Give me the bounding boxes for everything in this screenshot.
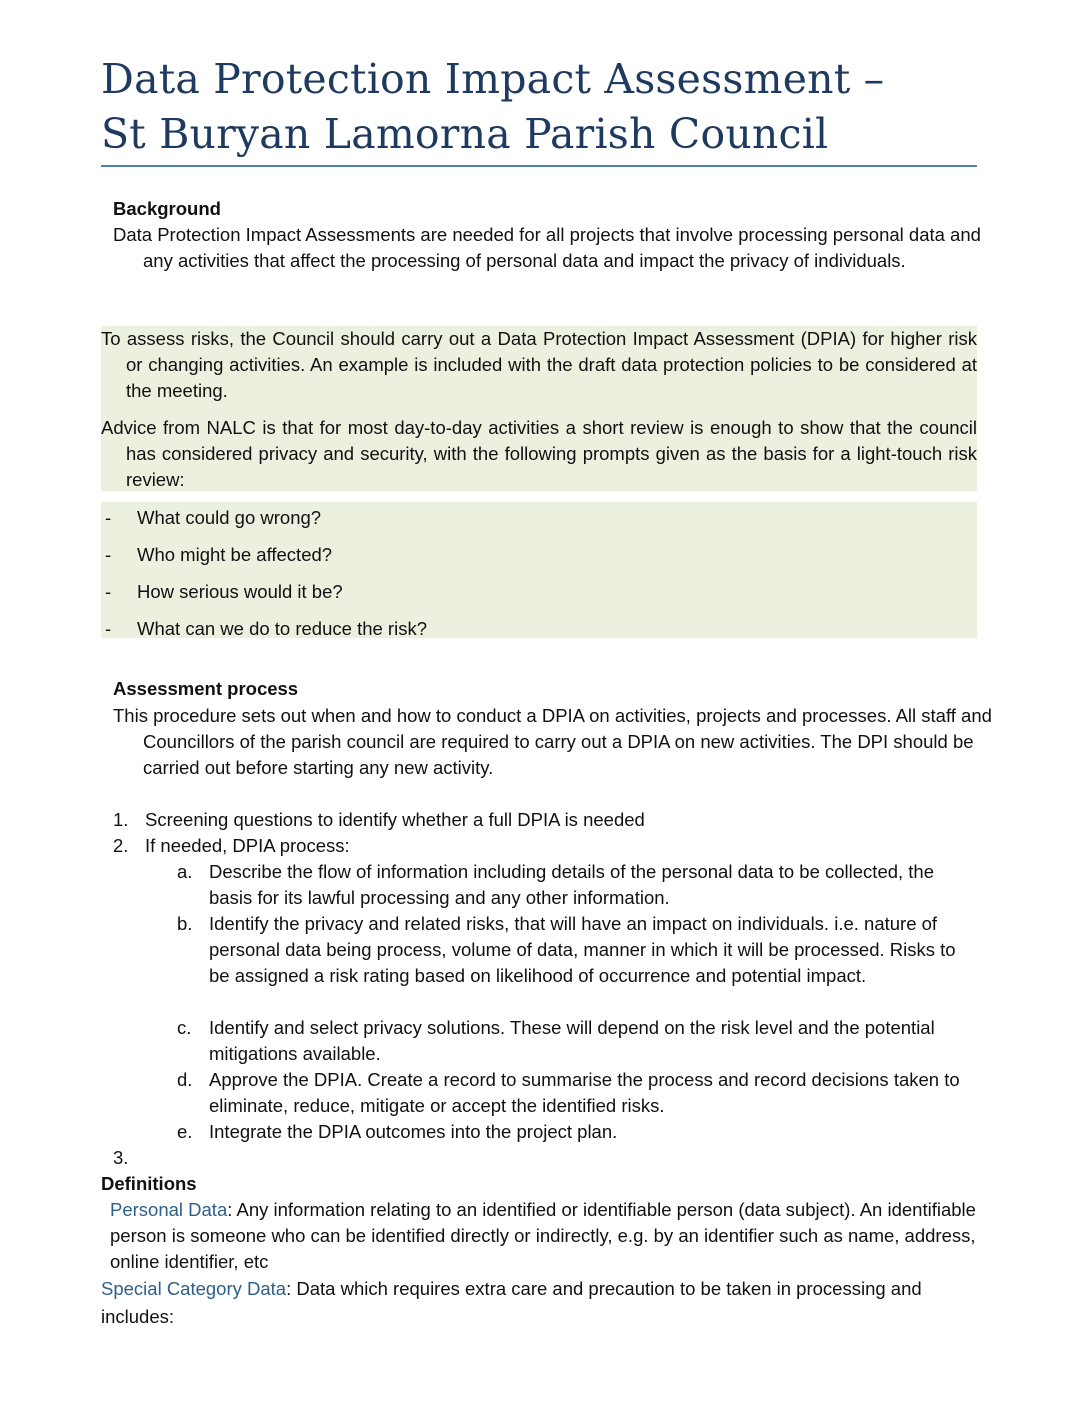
background-text: Data Protection Impact Assessments are needed for all projects that involve processing personal data and any activities that affect the processing of personal data and impact the privacy of individuals. <box>113 224 981 271</box>
bullet-dash: - <box>105 618 112 639</box>
substep-text: Integrate the DPIA outcomes into the project plan. <box>209 1121 618 1142</box>
personal-data-text: : Any information relating to an identified or identifiable person (data subject). An identifiable person is someone who can be identified directly or indirectly, e.g. by an identifier such as name, address, online identifier, etc <box>110 1199 976 1272</box>
bullet-dash: - <box>105 544 112 565</box>
title-line-1: Data Protection Impact Assessment – <box>101 55 885 103</box>
bullet-text: Who might be affected? <box>137 544 333 565</box>
special-category-text: : Data which requires extra care and precaution to be taken in processing and includes: <box>101 1278 922 1327</box>
list-item <box>101 502 977 539</box>
personal-data-term: Personal Data <box>110 1199 228 1220</box>
assessment-text: This procedure sets out when and how to conduct a DPIA on activities, projects and processes. All staff and Councillors of the parish council are required to carry out a DPIA on new activities. The DPI should be carried out before starting any new activity. <box>113 705 992 778</box>
substep-letter: b. <box>177 913 193 934</box>
step-number: 3. <box>113 1147 129 1168</box>
substep-letter: e. <box>177 1121 193 1142</box>
substep-letter: c. <box>177 1017 192 1038</box>
substep-text: Identify and select privacy solutions. These will depend on the risk level and the potential mitigations available. <box>209 1017 935 1064</box>
list-item <box>101 539 977 576</box>
bullet-dash: - <box>105 581 112 602</box>
title-underline <box>101 165 977 167</box>
list-item <box>101 613 977 650</box>
substep-letter: a. <box>177 861 193 882</box>
dpia-advice-para-1: To assess risks, the Council should carry out a Data Protection Impact Assessment (DPIA) for higher risk or changing activities. An example is included with the draft data protection policies to be considered at the meeting. <box>101 328 977 401</box>
personal-data-definition <box>110 1197 976 1275</box>
definitions-heading: Definitions <box>101 1173 197 1194</box>
bullet-dash: - <box>105 507 112 528</box>
document-title <box>101 52 981 162</box>
bullet-text: What could go wrong? <box>137 507 322 528</box>
title-line-2: St Buryan Lamorna Parish Council <box>101 110 829 158</box>
dpia-advice-box <box>101 326 977 491</box>
substep-text: Approve the DPIA. Create a record to summarise the process and record decisions taken to eliminate, reduce, mitigate or accept the identified risks. <box>209 1069 960 1116</box>
dpia-advice-para-2: Advice from NALC is that for most day-to-day activities a short review is enough to show that the council has considered privacy and security, with the following prompts given as the basis for a light-touch risk review: <box>101 417 977 490</box>
substep-text: Describe the flow of information including details of the personal data to be collected, the basis for its lawful processing and any other information. <box>209 861 935 908</box>
substep-text: Identify the privacy and related risks, that will have an impact on individuals. i.e. nature of personal data being process, volume of data, manner in which it will be processed. Risks to be assigned a risk rating based on likelihood of occurrence and potential impact. <box>209 913 956 986</box>
step-number: 1. <box>113 809 129 830</box>
special-category-term: Special Category Data <box>101 1278 287 1299</box>
bullet-text: What can we do to reduce the risk? <box>137 618 427 639</box>
background-heading: Background <box>113 198 221 219</box>
substep-letter: d. <box>177 1069 193 1090</box>
special-category-definition <box>101 1275 977 1331</box>
step-number: 2. <box>113 835 129 856</box>
step-text: If needed, DPIA process: <box>145 835 350 856</box>
assessment-heading: Assessment process <box>113 678 299 699</box>
list-item <box>101 576 977 613</box>
step-text: Screening questions to identify whether a full DPIA is needed <box>145 809 645 830</box>
bullet-text: How serious would it be? <box>137 581 343 602</box>
